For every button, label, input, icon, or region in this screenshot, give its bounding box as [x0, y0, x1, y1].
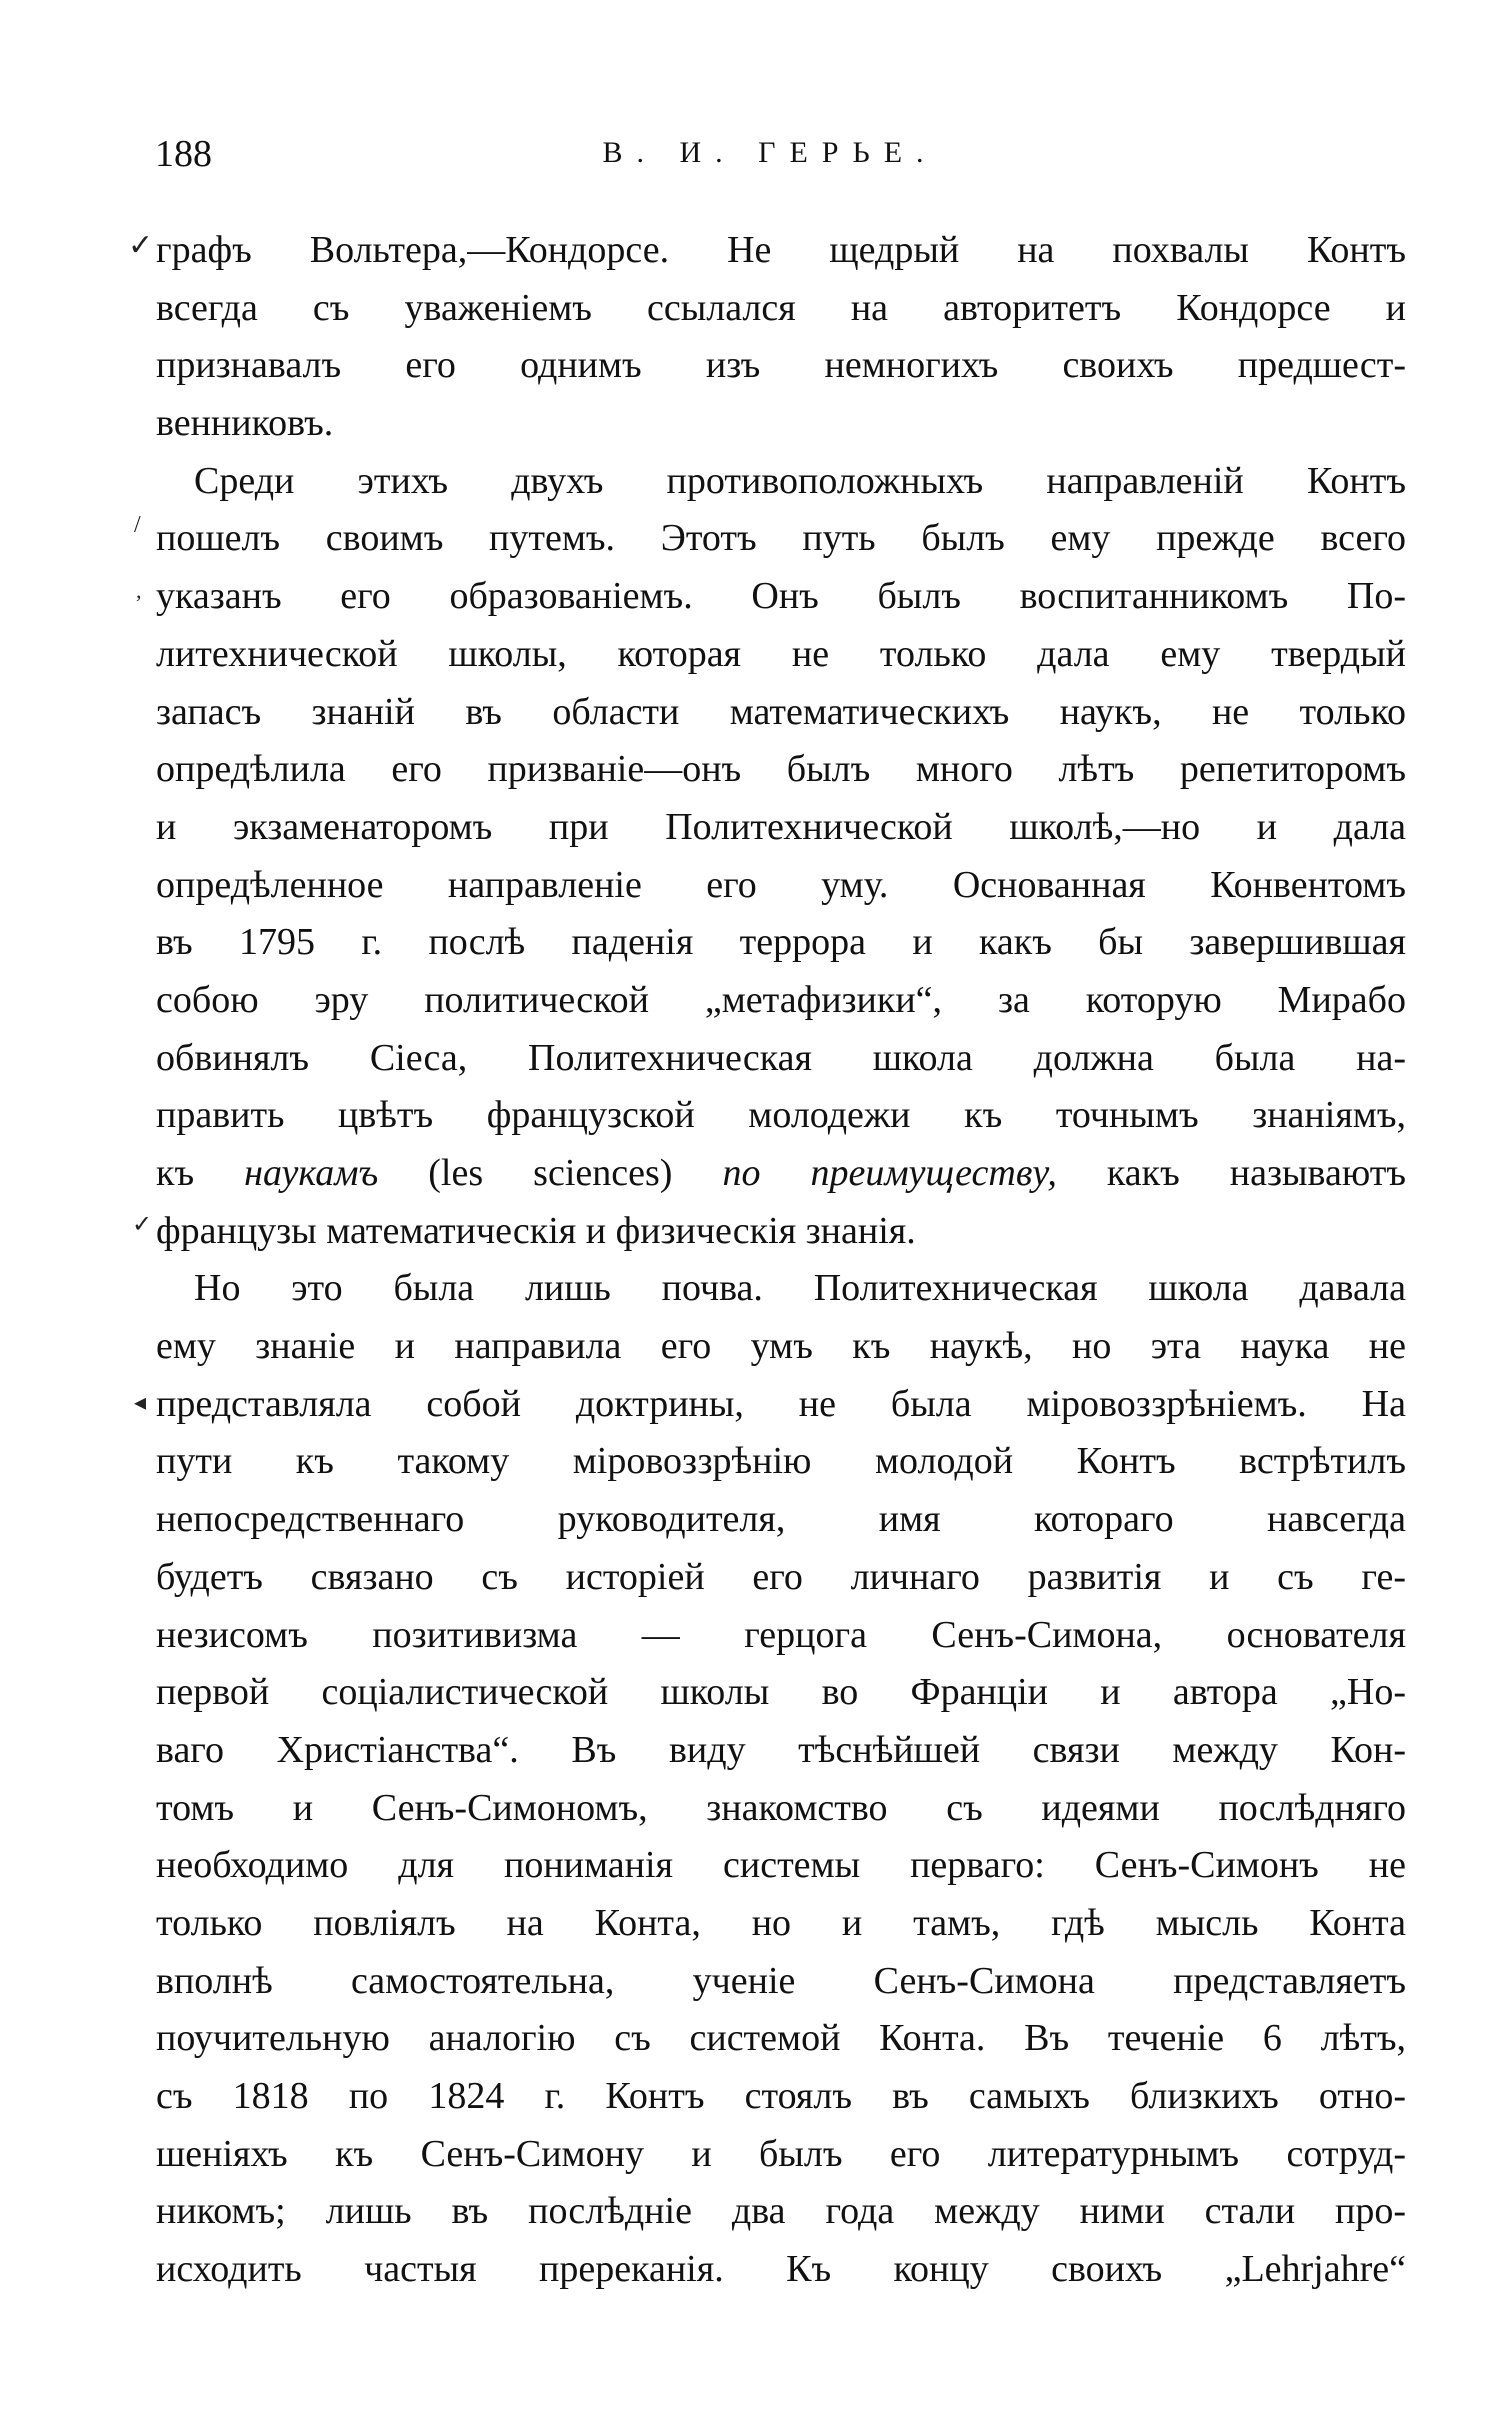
italic-text: наукамъ	[244, 1152, 379, 1194]
text-line: будетъ связано съ исторіей его личнаго развитія и съ ге-	[156, 1555, 1406, 1598]
text-line: первой соціалистической школы во Франціи и автора „Но-	[156, 1671, 1406, 1714]
text-line: опредѣлила его призваніе—онъ былъ много лѣтъ репетиторомъ	[156, 748, 1406, 791]
italic-text: по преимуществу,	[722, 1152, 1057, 1194]
margin-check-mark-icon: ✓	[128, 229, 154, 262]
text-line: съ 1818 по 1824 г. Контъ стоялъ въ самыхъ близкихъ отно-	[156, 2075, 1406, 2117]
text-line: вполнѣ самостоятельна, ученіе Сенъ-Симона представляетъ	[156, 1959, 1406, 2002]
text-line: запасъ знаній въ области математическихъ наукъ, не только	[156, 690, 1406, 733]
text-line	[156, 1145, 1406, 1203]
text-line: венниковъ.	[156, 402, 334, 445]
text-line: литехнической школы, которая не только дала ему твердый	[156, 632, 1406, 675]
text-line: непосредственнаго руководителя, имя котораго навсегда	[156, 1498, 1406, 1541]
text-line: томъ и Сенъ-Симономъ, знакомство съ идеями послѣдняго	[156, 1786, 1406, 1829]
text-line: ему знаніе и направила его умъ къ наукѣ, но эта наука не	[156, 1325, 1406, 1368]
text-line: представляла собой доктрины, не была міровоззрѣніемъ. На	[156, 1382, 1406, 1425]
text-line: только повліялъ на Конта, но и тамъ, гдѣ мысль Конта	[156, 1901, 1406, 1944]
body-text	[156, 222, 1406, 2299]
margin-check-mark-icon: ✓	[132, 1212, 153, 1238]
text-line: обвинялъ Сіеса, Политехническая школа должна была на-	[156, 1036, 1406, 1079]
margin-tick-mark-icon: ,	[136, 578, 142, 603]
text-line: пути къ такому міровоззрѣнію молодой Контъ встрѣтилъ	[156, 1440, 1406, 1483]
text-line: Среди этихъ двухъ противоположныхъ направленій Контъ	[194, 459, 1406, 502]
text-line: никомъ; лишь въ послѣдніе два года между ними стали про-	[156, 2190, 1406, 2233]
text-span: къ	[156, 1152, 245, 1194]
text-line: признавалъ его однимъ изъ немногихъ своихъ предшест-	[156, 344, 1406, 387]
text-line: поучительную аналогію съ системой Конта. Въ теченіе 6 лѣтъ,	[156, 2017, 1406, 2060]
text-line: шеніяхъ къ Сенъ-Симону и былъ его литературнымъ сотруд-	[156, 2132, 1406, 2175]
text-span: какъ называютъ	[1056, 1152, 1406, 1194]
text-line: всегда съ уваженіемъ ссылался на авторитетъ Кондорсе и	[156, 286, 1406, 329]
page-number: 188	[155, 133, 212, 175]
text-line: графъ Вольтера,—Кондорсе. Не щедрый на похвалы Контъ	[156, 229, 1406, 271]
margin-tick-mark-icon: /	[134, 512, 141, 538]
text-line: и экзаменаторомъ при Политехнической школѣ,—но и дала	[156, 805, 1406, 848]
text-line: необходимо для пониманія системы перваго: Сенъ-Симонъ не	[156, 1844, 1406, 1887]
text-line: ваго Христіанства“. Въ виду тѣснѣйшей связи между Кон-	[156, 1728, 1406, 1771]
text-line: править цвѣтъ французской молодежи къ точнымъ знаніямъ,	[156, 1094, 1406, 1137]
text-line: въ 1795 г. послѣ паденія террора и какъ бы завершившая	[156, 921, 1406, 964]
text-line: собою эру политической „метафизики“, за которую Мирабо	[156, 978, 1406, 1021]
text-line: французы математическія и физическія знанія.	[156, 1209, 916, 1252]
text-span: (les sciences)	[378, 1152, 723, 1194]
margin-arrow-mark-icon: ◂	[134, 1390, 147, 1416]
text-line: Но это была лишь почва. Политехническая школа давала	[194, 1267, 1406, 1310]
text-line: указанъ его образованіемъ. Онъ былъ воспитанникомъ По-	[156, 575, 1406, 618]
text-line: исходить частыя пререканія. Къ концу своихъ „Lehrjahre“	[156, 2248, 1406, 2291]
text-line: незисомъ позитивизма — герцога Сенъ-Симона, основателя	[156, 1613, 1406, 1656]
text-line: пошелъ своимъ путемъ. Этотъ путь былъ ему прежде всего	[156, 517, 1406, 560]
text-line: опредѣленное направленіе его уму. Основанная Конвентомъ	[156, 863, 1406, 906]
running-title: В. И. ГЕРЬЕ.	[602, 136, 938, 169]
